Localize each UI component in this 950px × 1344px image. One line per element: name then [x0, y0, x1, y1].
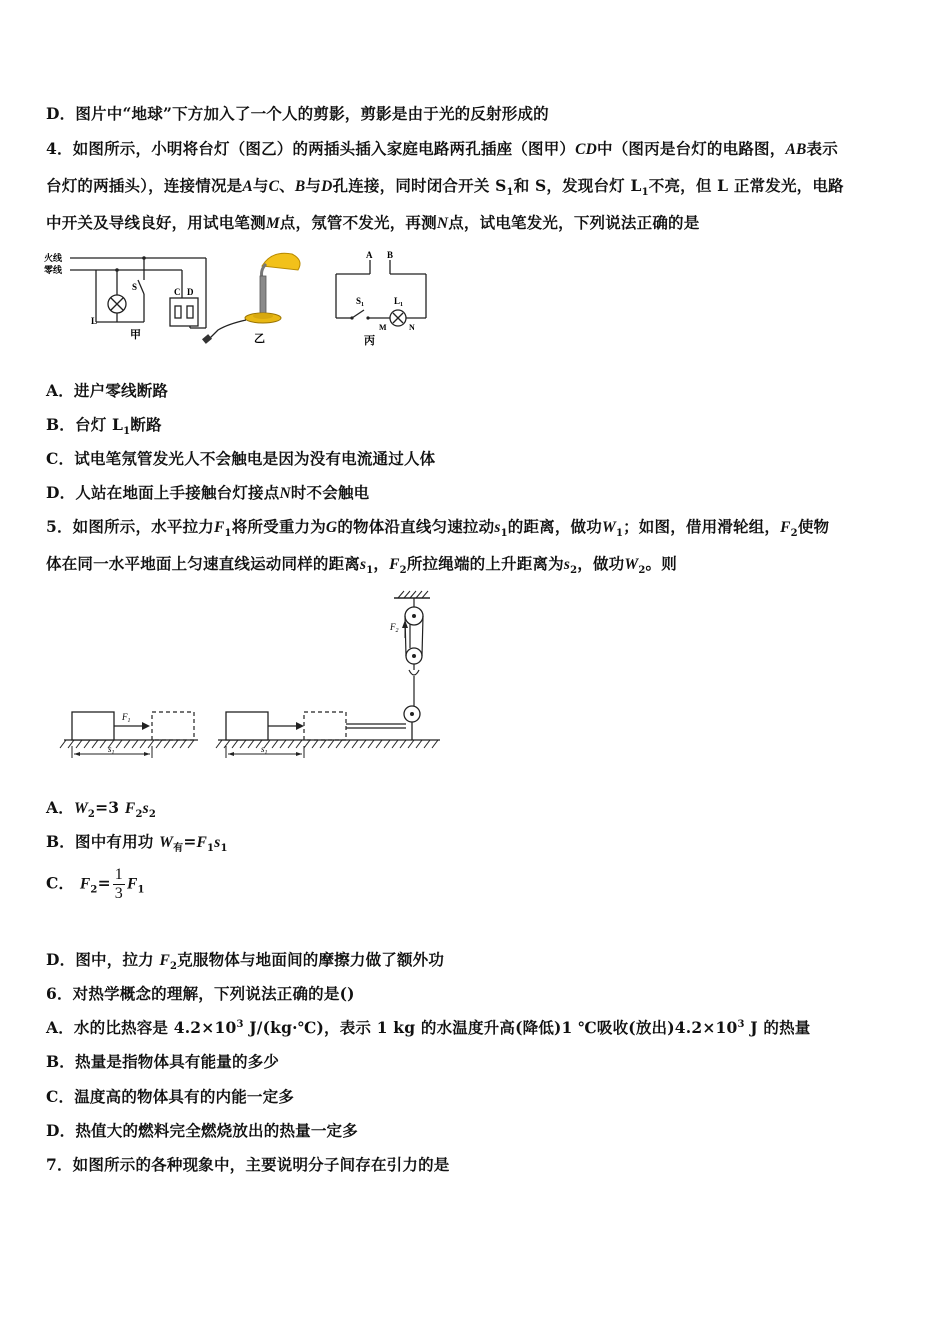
q5-figure — [58, 588, 448, 766]
q6-option-b: B．热量是指物体具有能量的多少 — [46, 1052, 280, 1071]
q4-figure-yi — [200, 244, 320, 348]
plug-a-label: A — [366, 250, 373, 260]
socket-c-label: C — [174, 287, 181, 297]
q6-option-a: A．水的比热容是 $4.2\times 10^3$ J/(kg·℃)，表示 1 kg 的水温度升高(降低)1 ℃吸收(放出)$4.2\times 10^3$ J 的热量 — [46, 1018, 811, 1037]
q4-figure-jia — [44, 244, 214, 344]
figure-bing-caption: 丙 — [364, 335, 375, 347]
q6-stem: 6．对热学概念的理解，下列说法正确的是() — [46, 984, 355, 1003]
q4-option-d: D．人站在地面上手接触台灯接点N时不会触电 — [46, 483, 370, 502]
q5-option-a: A．$W_2=3$ $F_2s_2$ — [46, 798, 157, 821]
zero-wire-label: 零线 — [44, 265, 63, 275]
left-f1-label: $F_1$ — [122, 712, 131, 724]
figure-jia-caption: 甲 — [130, 329, 141, 341]
q4-figure-bing — [332, 248, 442, 348]
q5-option-c: C． $F_2=$ $\frac{1}{3}$ $F_1$ — [46, 866, 145, 902]
q4-stem-line1: 4．如图所示，小明将台灯（图乙）的两插头插入家庭电路两孔插座（图甲）CD中（图丙是台灯的电路图，AB表示 — [46, 139, 838, 158]
q4-option-c: C．试电笔氖管发光人不会触电是因为没有电流通过人体 — [46, 449, 436, 468]
switch-s1-label: $S_1$ — [356, 296, 365, 308]
q5-stem-line1: 5．如图所示，水平拉力$F_1$将所受重力为G的物体沿直线匀速拉动$s_1$的距离，做功$W_1$；如图，借用滑轮组，$F_2$使物 — [46, 517, 830, 540]
q6-option-d: D．热值大的燃料完全燃烧放出的热量一定多 — [46, 1121, 358, 1140]
q5-option-b: B．图中有用功 $W_有=F_1s_1$ — [46, 832, 228, 855]
q4-stem-line3: 中开关及导线良好，用试电笔测M点，氖管不发光，再测N点，试电笔发光，下列说法正确的是 — [46, 213, 700, 232]
lamp-l-label: L — [91, 316, 98, 326]
lamp-l1-label: $L_1$ — [394, 296, 404, 308]
right-f2-label: $F_2$ — [390, 622, 399, 634]
fraction-one-third: $\frac{1}{3}$ — [114, 866, 123, 902]
socket-d-label: D — [187, 287, 194, 297]
switch-s-label: S — [132, 282, 138, 292]
plug-b-label: B — [387, 250, 394, 260]
right-s1-label: $s_1$ — [261, 744, 268, 756]
point-m-label: M — [379, 323, 387, 332]
fire-wire-label: 火线 — [44, 253, 63, 263]
point-n-label: N — [409, 323, 415, 332]
q4-option-b: B．台灯 $L_1$断路 — [46, 415, 162, 438]
left-s1-label: $s_1$ — [108, 744, 115, 756]
q7-stem: 7．如图所示的各种现象中，主要说明分子间存在引力的是 — [46, 1155, 450, 1174]
q4-stem-line2: 台灯的两插头），连接情况是A与C、B与D孔连接，同时闭合开关 $S_1$和 S，发现台灯 $L_1$不亮，但 L 正常发光，电路 — [46, 176, 844, 199]
q6-option-c: C．温度高的物体具有的内能一定多 — [46, 1087, 295, 1106]
figure-yi-caption: 乙 — [254, 333, 265, 345]
q4-option-a: A．进户零线断路 — [46, 381, 169, 400]
q5-option-d: D．图中，拉力 $F_2$克服物体与地面间的摩擦力做了额外功 — [46, 950, 445, 973]
q5-stem-line2: 体在同一水平地面上匀速直线运动同样的距离$s_1$，$F_2$所拉绳端的上升距离为$s_2$，做功$W_2$。则 — [46, 554, 677, 577]
q3-option-d: D．图片中“地球”下方加入了一个人的剪影，剪影是由于光的反射形成的 — [46, 104, 549, 123]
